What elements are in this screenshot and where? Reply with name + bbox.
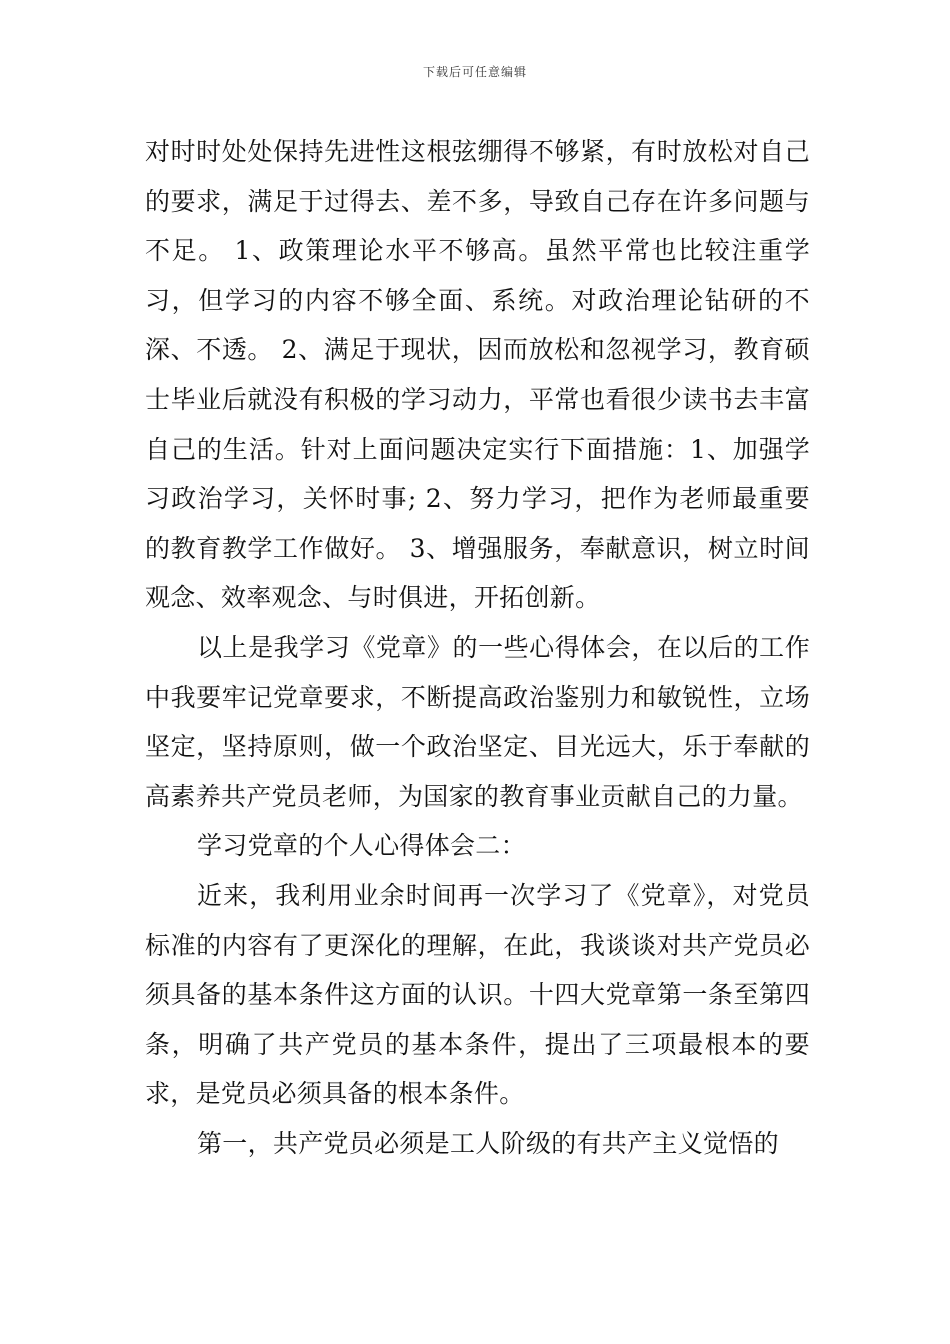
page-header: 下载后可任意编辑 bbox=[422, 65, 527, 79]
section-heading: 学习党章的个人心得体会二： bbox=[197, 831, 526, 861]
document-body bbox=[145, 127, 810, 1168]
paragraph-4: 第一，共产党员必须是工人阶级的有共产主义觉悟的 bbox=[197, 1128, 779, 1158]
paragraph-1: 对时时处处保持先进性这根弦绷得不够紧，有时放松对自己的要求，满足于过得去、差不多，导致自己存在许多问题与不足。 1、政策理论水平不够高。虽然平常也比较注重学习，但学习的内容不够全面、系统。对政治理论钻研的不深、不透。 2、满足于现状，因而放松和忽视学习，教育硕士毕业后就没有积极的学习动力，平常也看很少读书去丰富自己的生活。针对上面问题决定实行下面措施：1、加强学习政治学习，关怀时事; 2、努力学习，把作为老师最重要的教育教学工作做好。 3、增强服务，奉献意识，树立时间观念、效率观念、与时俱进，开拓创新。 bbox=[145, 137, 810, 613]
paragraph-2: 以上是我学习《党章》的一些心得体会，在以后的工作中我要牢记党章要求，不断提高政治鉴别力和敏锐性，立场坚定，坚持原则，做一个政治坚定、目光远大，乐于奉献的高素养共产党员老师，为国家的教育事业贡献自己的力量。 bbox=[145, 632, 810, 811]
paragraph-3: 近来，我利用业余时间再一次学习了《党章》，对党员标准的内容有了更深化的理解，在此，我谈谈对共产党员必须具备的基本条件这方面的认识。十四大党章第一条至第四条，明确了共产党员的基本条件，提出了三项最根本的要求，是党员必须具备的根本条件。 bbox=[145, 880, 810, 1109]
